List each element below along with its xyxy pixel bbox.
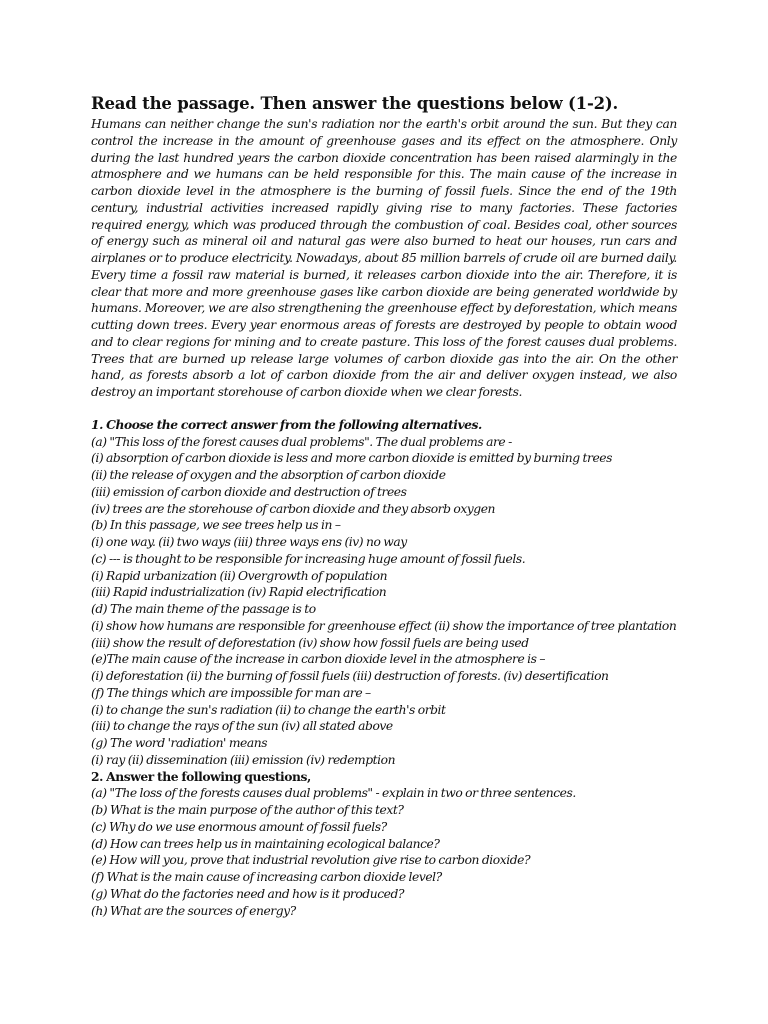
question-2-line: (g) What do the factories need and how is it produced? (91, 886, 405, 901)
question-1-line: (f) The things which are impossible for man are – (91, 685, 371, 700)
question-2-line: (e) How will you, prove that industrial revolution give rise to carbon dioxide? (91, 853, 531, 868)
question-1-line: (iii) Rapid industrialization (iv) Rapid electrification (91, 585, 387, 600)
question-1-line: (i) Rapid urbanization (ii) Overgrowth of population (91, 568, 388, 583)
question-1-line: (b) In this passage, we see trees help us in – (91, 518, 341, 533)
question-1-line: (e)The main cause of the increase in carbon dioxide level in the atmosphere is – (91, 652, 546, 667)
question-1-line: (ii) the release of oxygen and the absorption of carbon dioxide (91, 468, 446, 482)
question-2-line: (f) What is the main cause of increasing carbon dioxide level? (91, 870, 442, 884)
question-2-line: (d) How can trees help us in maintaining ecological balance? (91, 836, 440, 851)
question-1-line: (i) one way. (ii) two ways (iii) three ways ens (iv) no way (91, 535, 407, 549)
question-2-line: (h) What are the sources of energy? (91, 903, 296, 918)
section-spacer (91, 401, 677, 417)
reading-passage: Humans can neither change the sun's radiation nor the earth's orbit around the sun. But they can control the increase in the amount of greenhouse gases and its effect on the atmosphere. Only during the last hundred years the carbon dioxide concentration has been raised alarmingly in the atmosphere and we humans can be held responsible for this. The main cause of the increase in carbon dioxide level in the atmosphere is the burning of fossil fuels. Since the end of the 19th century, industrial activities increased rapidly giving rise to many factories. These factories required energy, which was produced through the combustion of coal. Besides coal, other sources of energy such as mineral oil and natural gas were also burned to heat our houses, run cars and airplanes or to produce electricity. Nowadays, about 85 million barrels of crude oil are burned daily. Every time a fossil raw material is burned, it releases carbon dioxide into the air. Therefore, it is clear that more and more greenhouse gases like carbon dioxide are being generated worldwide by humans. Moreover, we are also strengthening the greenhouse effect by deforestation, which means cutting down trees. Every year enormous areas of forests are destroyed by people to obtain wood and to clear regions for mining and to create pasture. This loss of the forest causes dual problems. Trees that are burned up release large volumes of carbon dioxide gas into the air. On the other hand, as forests absorb a lot of carbon dioxide from the air and deliver oxygen instead, we also destroy an important storehouse of carbon dioxide when we clear forests. (91, 117, 677, 399)
question-1-line: (g) The word 'radiation' means (91, 736, 268, 750)
question-1-title: 1. Choose the correct answer from the following alternatives. (91, 416, 482, 432)
question-1-line: (iv) trees are the storehouse of carbon dioxide and they absorb oxygen (91, 501, 496, 516)
question-1-section (91, 417, 677, 769)
question-2-title: 2. Answer the following questions, (91, 768, 311, 784)
question-1-line: (iii) to change the rays of the sun (iv) all stated above (91, 719, 393, 734)
document-page (91, 93, 677, 919)
question-1-line: (c) --- is thought to be responsible for increasing huge amount of fossil fuels. (91, 551, 526, 566)
question-1-line: (i) absorption of carbon dioxide is less and more carbon dioxide is emitted by burning trees (91, 451, 612, 466)
question-1-line: (i) deforestation (ii) the burning of fossil fuels (iii) destruction of forests. (iv) desertification (91, 669, 609, 683)
question-1-line: (i) show how humans are responsible for greenhouse effect (ii) show the importance of tree plantation (91, 618, 677, 633)
question-1-line: (a) "This loss of the forest causes dual problems". The dual problems are - (91, 434, 512, 449)
page-heading: Read the passage. Then answer the questions below (1-2). (91, 94, 619, 113)
question-1-line: (i) ray (ii) dissemination (iii) emission (iv) redemption (91, 752, 396, 767)
question-1-line: (iii) emission of carbon dioxide and destruction of trees (91, 484, 407, 499)
question-2-line: (b) What is the main purpose of the author of this text? (91, 803, 404, 817)
question-2-line: (a) "The loss of the forests causes dual problems" - explain in two or three sentences. (91, 786, 576, 801)
question-1-line: (d) The main theme of the passage is to (91, 602, 316, 616)
question-1-line: (iii) show the result of deforestation (iv) show how fossil fuels are being used (91, 635, 529, 650)
question-2-line: (c) Why do we use enormous amount of fossil fuels? (91, 819, 387, 834)
question-1-line: (i) to change the sun's radiation (ii) to change the earth's orbit (91, 702, 446, 717)
question-2-section (91, 769, 677, 920)
